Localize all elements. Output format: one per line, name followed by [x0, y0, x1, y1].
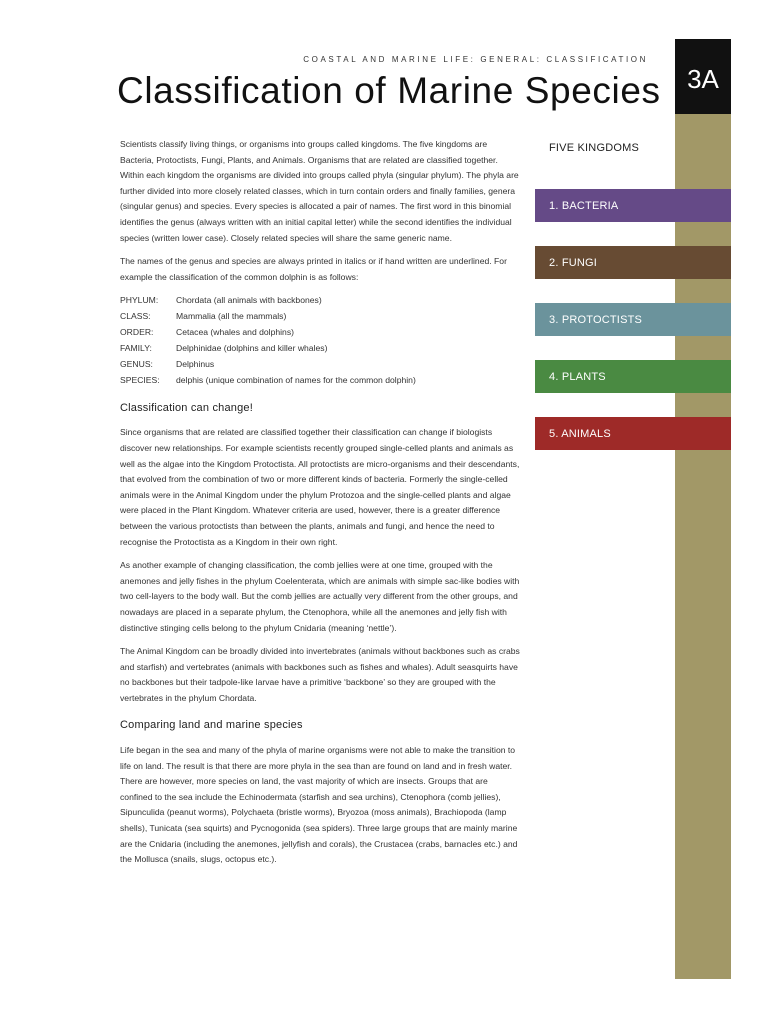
kingdom-plants: 4. PLANTS [535, 360, 731, 393]
section-tab: 3A [675, 39, 731, 114]
rank-value: Chordata (all animals with backbones) [176, 295, 322, 306]
table-row [120, 293, 416, 309]
rank-label: SPECIES: [120, 374, 160, 385]
table-row [120, 309, 416, 325]
table-row [120, 341, 416, 357]
main-text [120, 137, 520, 876]
table-row [120, 373, 416, 389]
table-row [120, 357, 416, 373]
rank-label: ORDER: [120, 327, 154, 338]
kingdom-animals: 5. ANIMALS [535, 417, 731, 450]
change-paragraph-3: The Animal Kingdom can be broadly divided into invertebrates (animals without backbones such as crabs and starfish) and vertebrates (animals with backbones such as fishes and whales). Adult seasquirts have no backbones but their tadpole-like larvae have a primitive ‘backbone’ so they are grouped with the vertebrates in the phylum Chordata. [120, 646, 520, 703]
rank-value: Delphinidae (dolphins and killer whales) [176, 343, 328, 354]
rank-value: delphis (unique combination of names for the common dolphin) [176, 374, 416, 385]
change-paragraph-2: As another example of changing classification, the comb jellies were at one time, grouped with the anemones and jelly fishes in the phylum Coelenterata, which are animals with simple sac-like bodies with two cell-layers to the body wall. But the comb jellies are actually very different from the other groups, and nowadays are placed in a separate phylum, the Ctenophora, while all the anemones and jelly fish with distinctive stinging cells belong to the phylum Cnidaria (meaning ‘nettle’). [120, 560, 520, 633]
compare-paragraph: Life began in the sea and many of the phyla of marine organisms were not able to make the transition to life on land. The result is that there are more phyla in the sea than are found on land and in fresh water. There are however, more species on land, the vast majority of which are insects. Groups that are confined to the sea include the Echinodermata (starfish and sea urchins), Ctenophora (comb jellies), Sipunculida (peanut worms), Polychaeta (bristle worms), Bryozoa (moss animals), Brachiopoda (lamp shells), Tunicata (sea squirts) and Pycnogonida (sea spiders). Three large groups that are mainly marine are the Cnidaria (including the anemones, jellyfish and corals), the Crustacea (crabs, barnacles etc.) and the Mollusca (snails, slugs, octopus etc.). [120, 745, 518, 865]
rank-value: Mammalia (all the mammals) [176, 311, 287, 322]
rank-label: FAMILY: [120, 343, 152, 354]
rank-value: Cetacea (whales and dolphins) [176, 327, 294, 338]
section-heading-comparing: Comparing land and marine species [120, 719, 303, 732]
rank-value: Delphinus [176, 358, 215, 369]
five-kingdoms-heading: FIVE KINGDOMS [549, 142, 639, 154]
kingdom-bacteria: 1. BACTERIA [535, 189, 731, 222]
rank-label: PHYLUM: [120, 295, 159, 306]
side-color-bar [675, 39, 731, 979]
section-heading-classification-change: Classification can change! [120, 401, 253, 414]
kingdom-fungi: 2. FUNGI [535, 246, 731, 279]
table-row [120, 325, 416, 341]
kingdom-protoctists: 3. PROTOCTISTS [535, 303, 731, 336]
rank-label: GENUS: [120, 358, 153, 369]
change-paragraph-1: Since organisms that are related are classified together their classification can change if biologists discover new relationships. For example scientists recently grouped single-celled plants and animals as well as the algae into the Kingdom Protoctista. All protoctists are micro-organisms and their descendants, that evolved from the combination of two or more different kinds of bacteria. Formerly the single-celled animals were in the Animal Kingdom under the phylum Protozoa and the single-celled plants and algae were placed in the Plant Kingdom. Whatever criteria are used, however, there is a greater difference between the various protoctists than between the plants, animals and fungi, and hence the need to recognise the Protoctista as a Kingdom in their own right. [120, 427, 520, 547]
naming-paragraph: The names of the genus and species are always printed in italics or if hand written are underlined. For example the classification of the common dolphin is as follows: [120, 256, 507, 282]
running-head: COASTAL AND MARINE LIFE: GENERAL: CLASSIFICATION [303, 55, 648, 64]
intro-paragraph: Scientists classify living things, or organisms into groups called kingdoms. The five kingdoms are Bacteria, Protoctists, Fungi, Plants, and Animals. Organisms that are related are classified together. Within each kingdom the organisms are divided into groups called phyla (singular phylum). The phyla are further divided into more closely related classes, which in turn contain orders and finally families, genera (singular genus) and species. Every species is allocated a pair of names. The first word in this binomial identifies the genus (always written with an initial capital letter) while the second identifies the individual species (written lower case). Closely related species will share the same generic name. [120, 139, 519, 243]
rank-label: CLASS: [120, 311, 151, 322]
dolphin-classification-table [120, 293, 416, 388]
page-title: Classification of Marine Species [117, 70, 661, 111]
